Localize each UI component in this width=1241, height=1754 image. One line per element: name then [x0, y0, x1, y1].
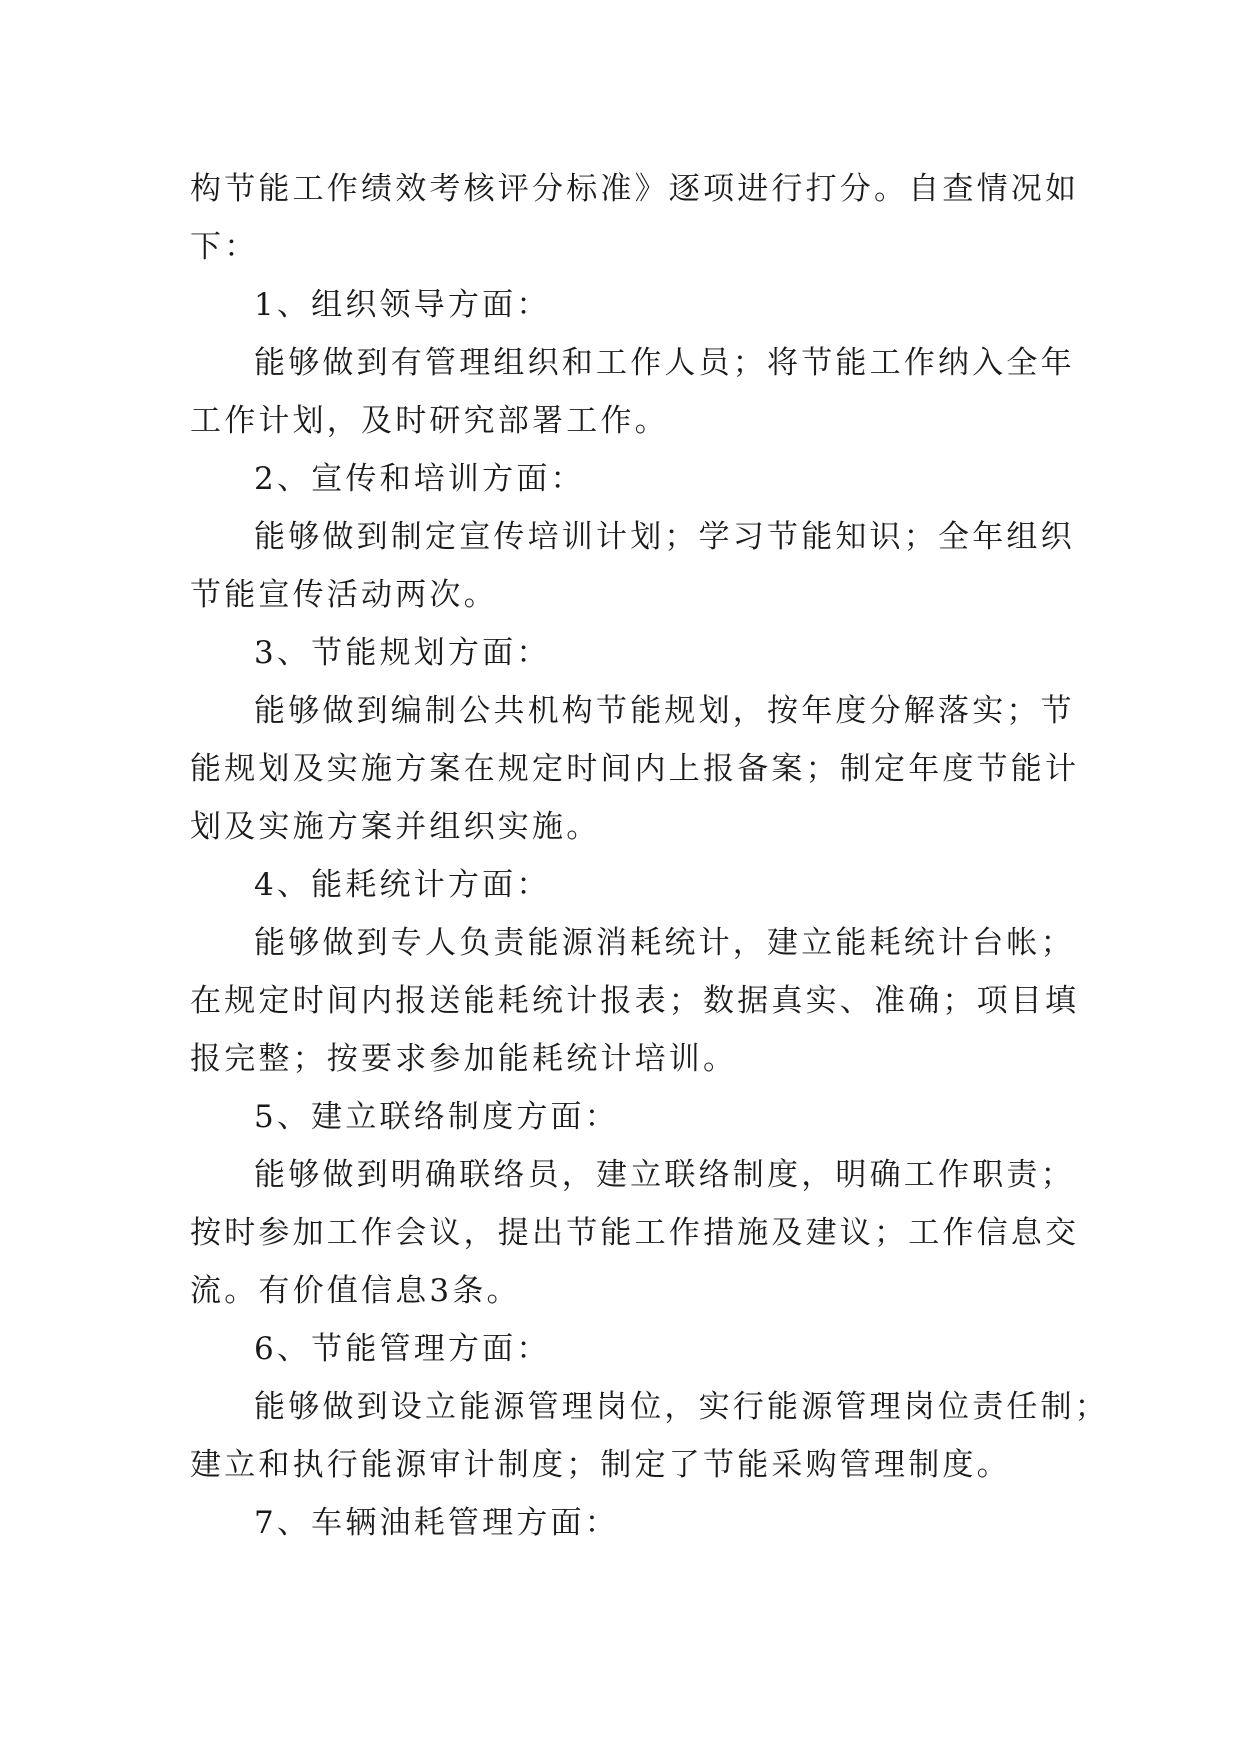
- section-heading: 3、节能规划方面：: [254, 635, 551, 671]
- text-line: 能够做到制定宣传培训计划；学习节能知识；全年组织: [254, 519, 1075, 555]
- section-heading: 1、组织领导方面：: [254, 287, 551, 323]
- text-line: 能够做到编制公共机构节能规划，按年度分解落实；节: [254, 693, 1075, 729]
- document-body: [190, 160, 1109, 1552]
- text-line: 能够做到设立能源管理岗位，实行能源管理岗位责任制；: [254, 1389, 1109, 1425]
- text-line: 能规划及实施方案在规定时间内上报备案；制定年度节能计: [190, 751, 1080, 787]
- section-heading: 5、建立联络制度方面：: [254, 1099, 619, 1135]
- text-line: 流。有价值信息3条。: [190, 1273, 521, 1309]
- text-line: 能够做到专人负责能源消耗统计，建立能耗统计台帐；: [254, 925, 1075, 961]
- text-line: 下：: [190, 229, 259, 265]
- text-line: 在规定时间内报送能耗统计报表；数据真实、准确；项目填: [190, 983, 1080, 1019]
- section-heading: 6、节能管理方面：: [254, 1331, 551, 1367]
- text-line: 划及实施方案并组织实施。: [190, 809, 601, 845]
- text-line: 按时参加工作会议，提出节能工作措施及建议；工作信息交: [190, 1215, 1080, 1251]
- text-line: 建立和执行能源审计制度；制定了节能采购管理制度。: [190, 1447, 1011, 1483]
- text-line: 能够做到明确联络员，建立联络制度，明确工作职责；: [254, 1157, 1075, 1193]
- text-line: 构节能工作绩效考核评分标准》逐项进行打分。自查情况如: [190, 171, 1080, 207]
- section-heading: 2、宣传和培训方面：: [254, 461, 585, 497]
- text-line: 工作计划，及时研究部署工作。: [190, 403, 669, 439]
- text-line: 报完整；按要求参加能耗统计培训。: [190, 1041, 738, 1077]
- section-heading: 7、车辆油耗管理方面：: [254, 1505, 619, 1541]
- section-heading: 4、能耗统计方面：: [254, 867, 551, 903]
- text-line: 节能宣传活动两次。: [190, 577, 498, 613]
- text-line: 能够做到有管理组织和工作人员；将节能工作纳入全年: [254, 345, 1075, 381]
